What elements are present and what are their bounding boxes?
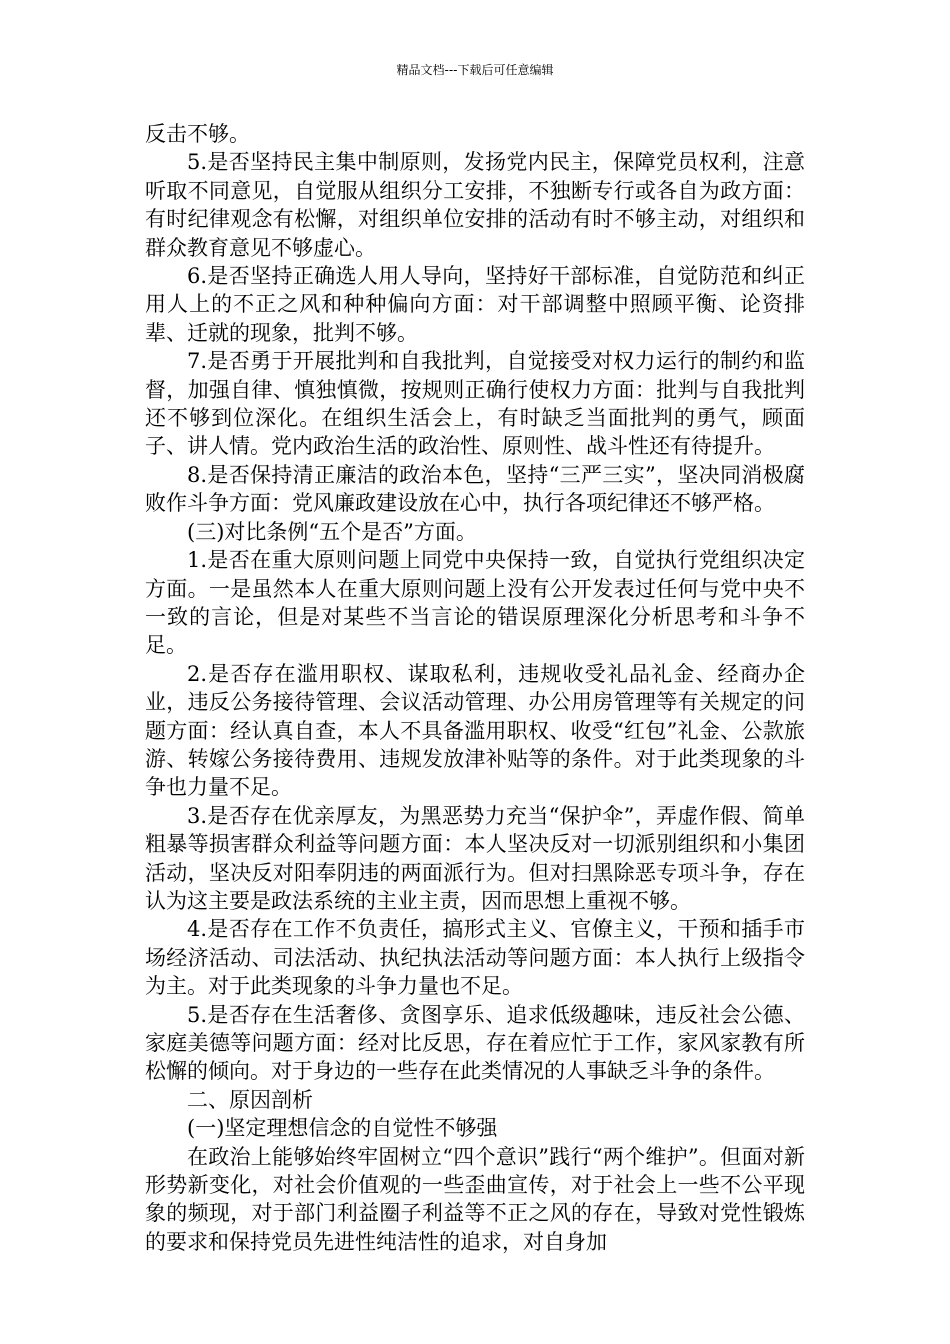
paragraph-item-7: 7.是否勇于开展批判和自我批判，自觉接受对权力运行的制约和监督，加强自律、慎独慎微，按规则正确行使权力方面：批判与自我批判还不够到位深化。在组织生活会上，有时缺乏当面批判的勇气，顾面子、讲人情。党内政治生活的政治性、原则性、战斗性还有待提升。	[145, 349, 805, 459]
paragraph-continuation: 反击不够。	[145, 122, 250, 146]
paragraph-item-3: 3.是否存在优亲厚友，为黑恶势力充当“保护伞”，弄虚作假、简单粗暴等损害群众利益等问题方面：本人坚决反对一切派别组织和小集团活动，坚决反对阳奉阴违的两面派行为。但对扫黑除恶专项斗争，存在认为这主要是政法系统的主业主责，因而思想上重视不够。	[145, 803, 805, 913]
paragraph-item-1: 1.是否在重大原则问题上同党中央保持一致，自觉执行党组织决定方面。一是虽然本人在重大原则问题上没有公开发表过任何与党中央不一致的言论，但是对某些不当言论的错误原理深化分析思考和斗争不足。	[145, 548, 805, 658]
paragraph-item-4: 4.是否存在工作不负责任，搞形式主义、官僚主义，干预和插手市场经济活动、司法活动、执纪执法活动等问题方面：本人执行上级指令为主。对于此类现象的斗争力量也不足。	[145, 917, 805, 999]
section-heading-3: (三)对比条例“五个是否”方面。	[187, 519, 477, 544]
paragraph-item-8: 8.是否保持清正廉洁的政治本色，坚持“三严三实”，坚决同消极腐败作斗争方面：党风廉政建设放在心中，执行各项纪律还不够严格。	[145, 462, 805, 516]
paragraph-item-2: 2.是否存在滥用职权、谋取私利，违规收受礼品礼金、经商办企业，违反公务接待管理、会议活动管理、办公用房管理等有关规定的问题方面：经认真自查，本人不具备滥用职权、收受“红包”礼金、公款旅游、转嫁公务接待费用、违规发放津补贴等的条件。对于此类现象的斗争也力量不足。	[145, 661, 805, 800]
paragraph-item-6: 6.是否坚持正确选人用人导向，坚持好干部标准，自觉防范和纠正用人上的不正之风和种种偏向方面：对干部调整中照顾平衡、论资排辈、迁就的现象，批判不够。	[145, 264, 805, 345]
document-body	[145, 120, 805, 1256]
paragraph-item-5: 5.是否坚持民主集中制原则，发扬党内民主，保障党员权利，注意听取不同意见，自觉服从组织分工安排，不独断专行或各自为政方面：有时纪律观念有松懈，对组织单位安排的活动有时不够主动，对组织和群众教育意见不够虚心。	[145, 150, 805, 260]
paragraph-analysis: 在政治上能够始终牢固树立“四个意识”践行“两个维护”。但面对新形势新变化，对社会价值观的一些歪曲宣传，对于社会上一些不公平现象的频现，对于部门利益圈子利益等不正之风的存在，导致对党性锻炼的要求和保持党员先进性纯洁性的追求，对自身加	[145, 1144, 805, 1254]
section-heading-2: 二、原因剖析	[187, 1087, 313, 1112]
page-header: 精品文档---下载后可任意编辑	[396, 63, 554, 77]
subsection-heading-1: (一)坚定理想信念的自觉性不够强	[187, 1116, 498, 1141]
paragraph-item-5b: 5.是否存在生活奢侈、贪图享乐、追求低级趣味，违反社会公德、家庭美德等问题方面：经对比反思，存在着应忙于工作，家风家教有所松懈的倾向。对于身边的一些存在此类情况的人事缺乏斗争的条件。	[145, 1002, 805, 1084]
